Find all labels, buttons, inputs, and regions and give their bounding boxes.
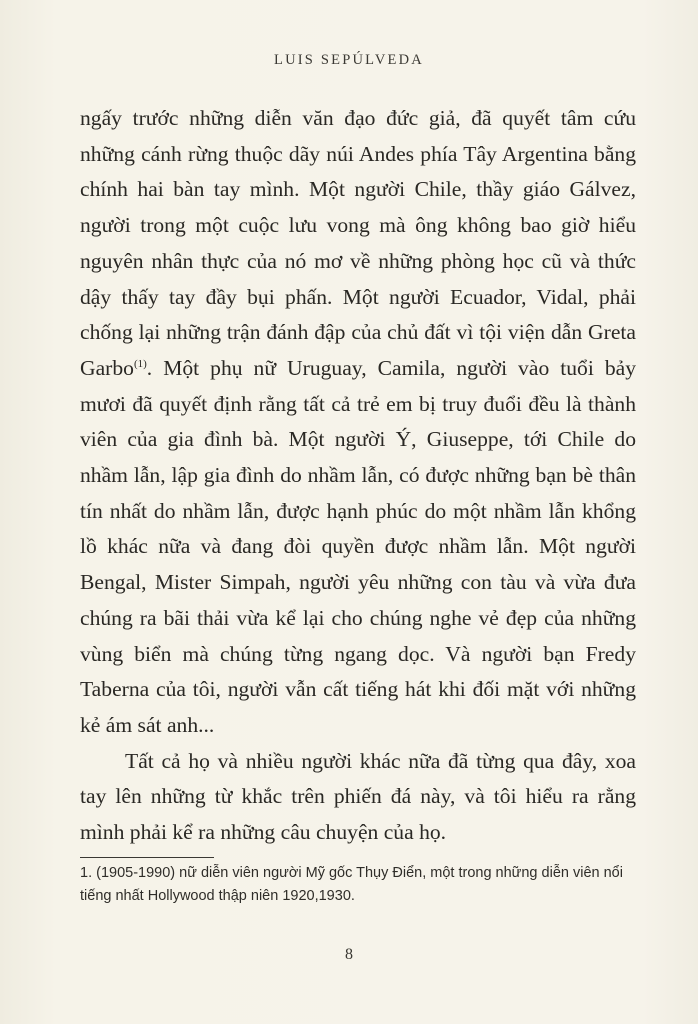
paragraph-2: Tất cả họ và nhiều người khác nữa đã từng qua đây, xoa tay lên những từ khắc trên phiến đá này, và tôi hiểu ra rằng mình phải kể ra những câu chuyện của họ.	[80, 748, 636, 845]
running-header-author: LUIS SEPÚLVEDA	[274, 52, 424, 68]
footnote-reference[interactable]: (1)	[133, 357, 147, 370]
body-text	[80, 101, 636, 851]
footnote: 1. (1905-1990) nữ diễn viên người Mỹ gốc Thụy Điển, một trong những diễn viên nổi tiếng nhất Hollywood thập niên 1920,1930.	[80, 865, 623, 904]
paragraph-1	[80, 101, 636, 744]
paragraph-1-text-a: ngấy trước những diễn văn đạo đức giả, đã quyết tâm cứu những cánh rừng thuộc dãy núi Andes phía Tây Argentina bằng chính hai bàn tay mình. Một người Chile, thầy giáo Gálvez, người trong một cuộc lưu vong mà ông không bao giờ hiểu nguyên nhân thực của nó mơ về những phòng học cũ và thức dậy thấy tay đầy bụi phấn. Một người Ecuador, Vidal, phải chống lại những trận đánh đập của chủ đất vì tội viện dẫn Greta Garbo	[80, 106, 636, 380]
page-number: 8	[345, 946, 353, 963]
footnote-divider	[80, 857, 214, 858]
paragraph-1-text-b: . Một phụ nữ Uruguay, Camila, người vào tuổi bảy mươi đã quyết định rằng tất cả trẻ em bị truy đuổi đều là thành viên của gia đình bà. Một người Ý, Giuseppe, tới Chile do nhầm lẫn, lập gia đình do nhầm lẫn, có được những bạn bè thân tín nhất do nhầm lẫn, được hạnh phúc do một nhầm lẫn khổng lồ khác nữa và đang đòi quyền được nhầm lẫn. Một người Bengal, Mister Simpah, người yêu những con tàu và vừa đưa chúng ra bãi thải vừa kể lại cho chúng nghe vẻ đẹp của những vùng biển mà chúng từng ngang dọc. Và người bạn Fredy Taberna của tôi, người vẫn cất tiếng hát khi đối mặt với những kẻ ám sát anh...	[80, 355, 636, 737]
